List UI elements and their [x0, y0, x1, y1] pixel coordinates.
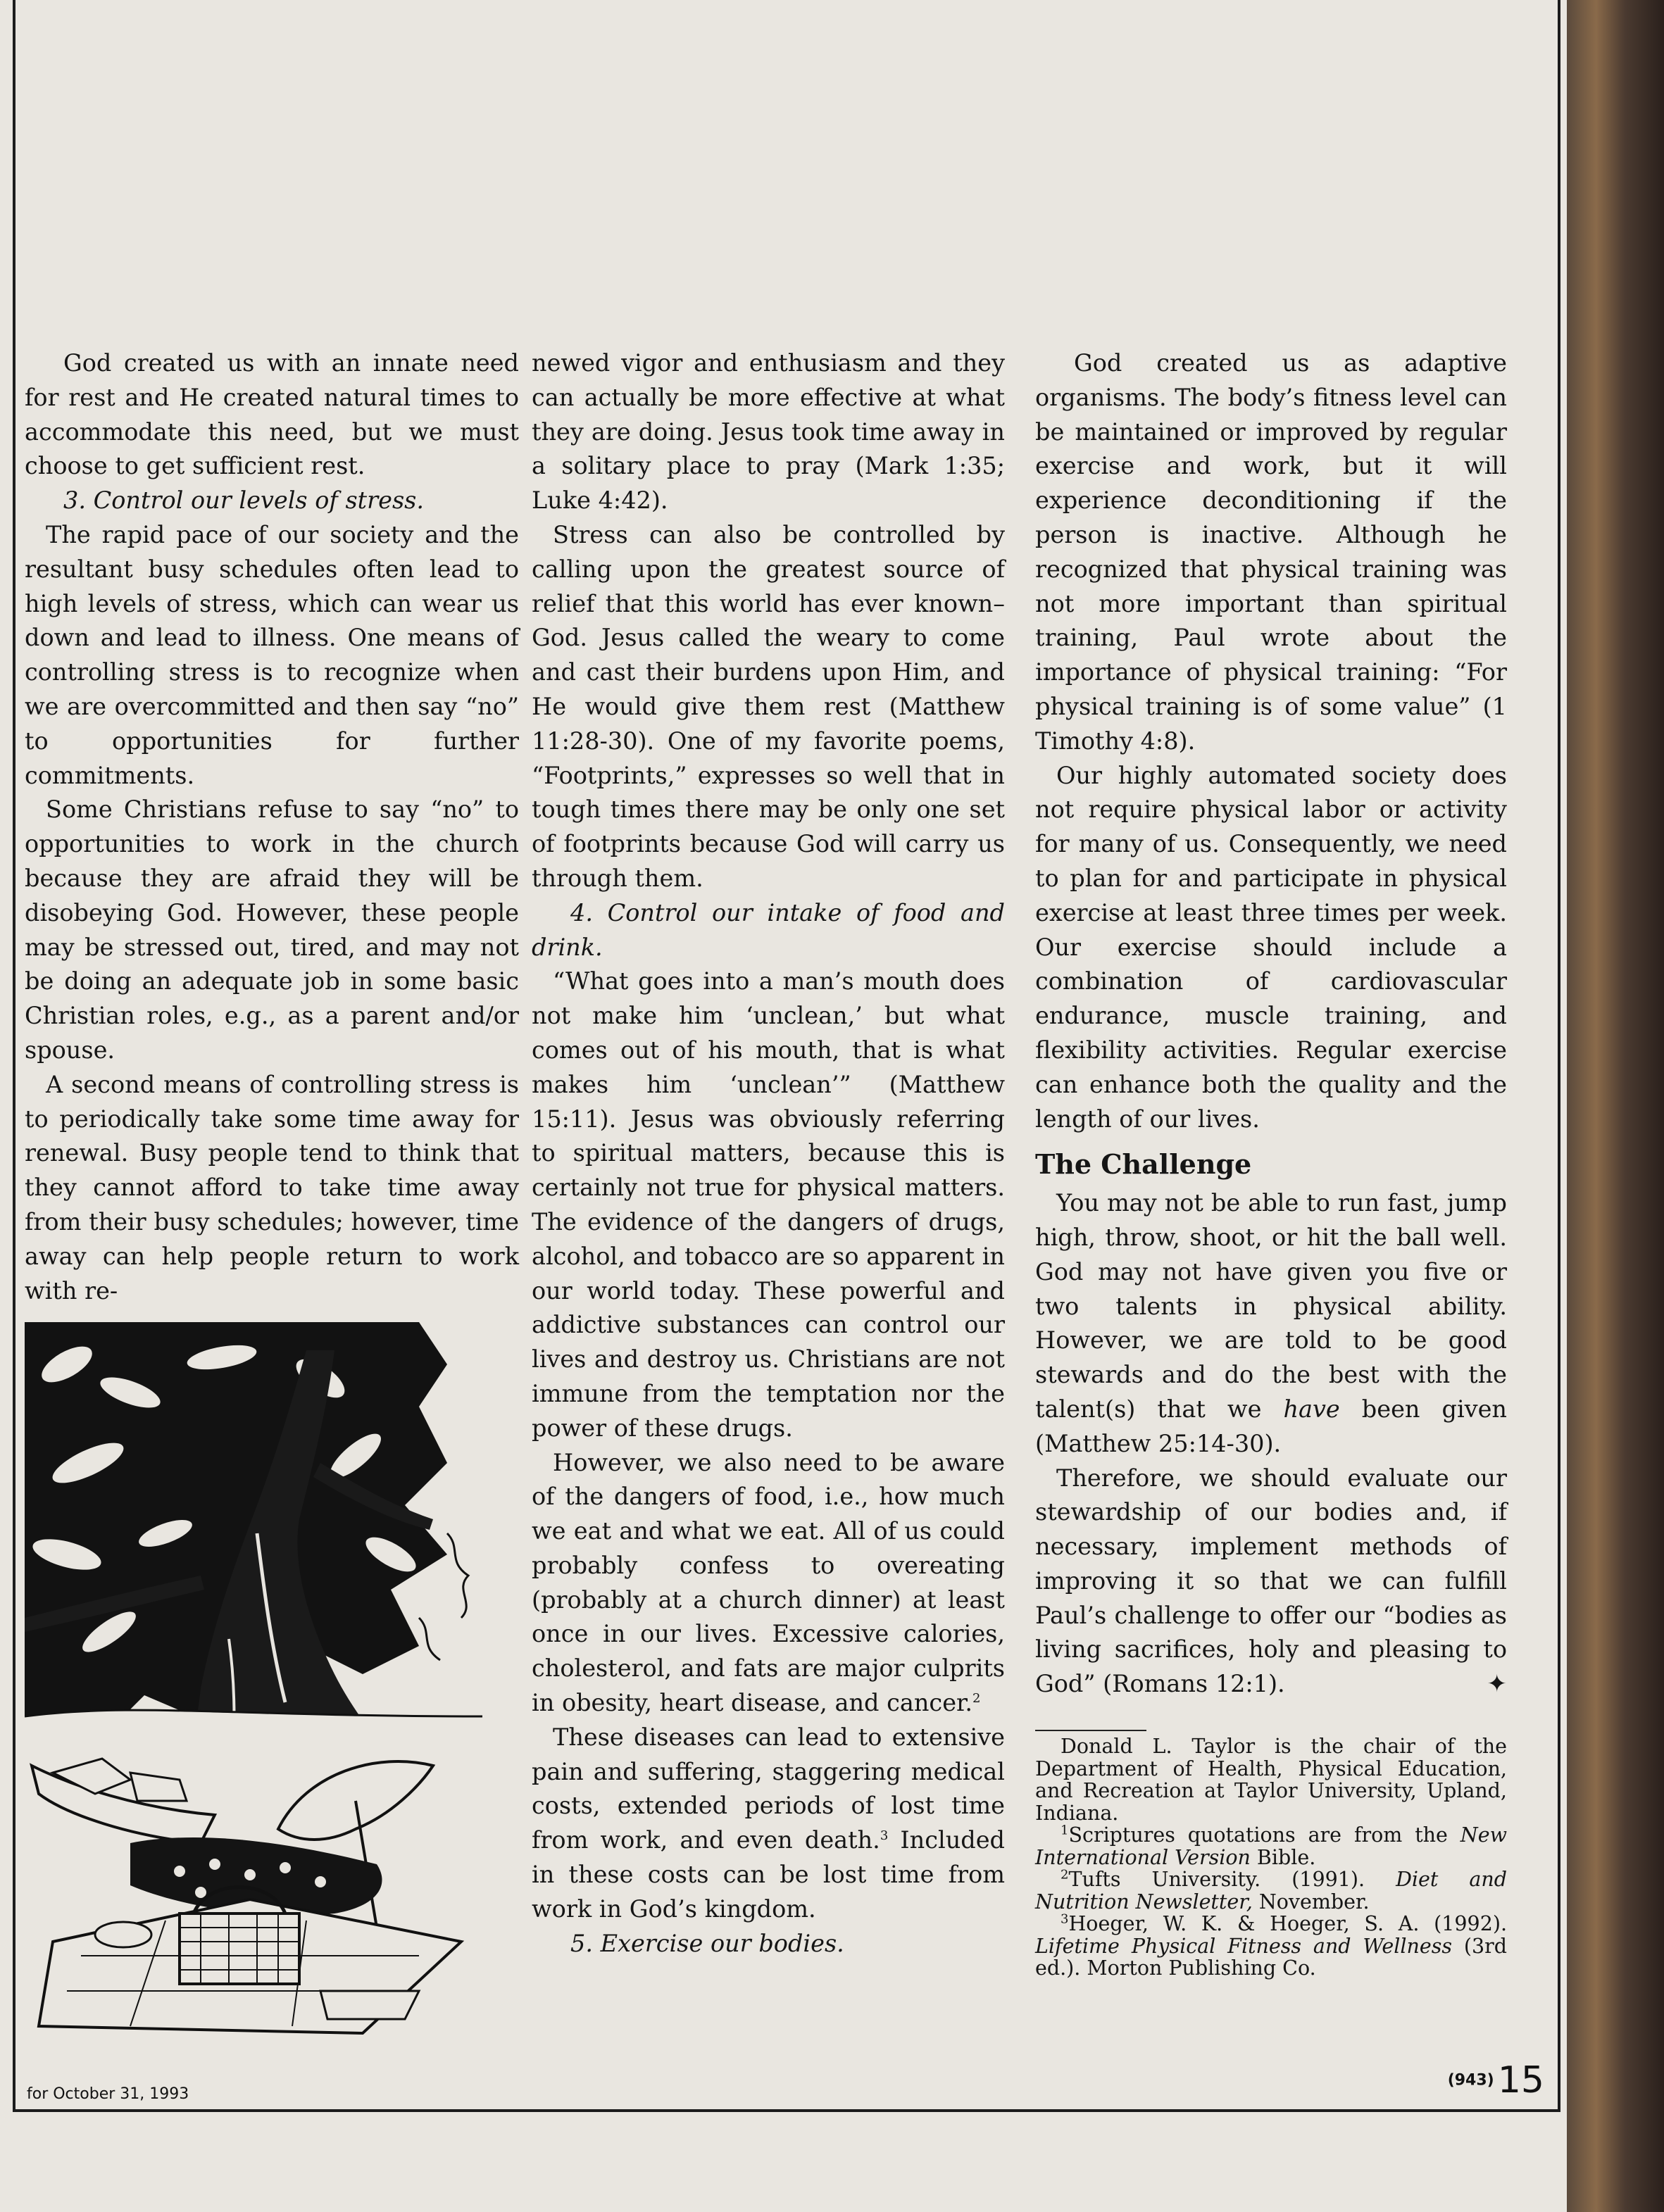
- subheading-exercise: 5. Exercise our bodies.: [570, 1929, 844, 1957]
- subheading-stress: 3. Control our levels of stress.: [63, 486, 424, 515]
- footnote-ref: 3: [880, 1828, 889, 1844]
- paragraph: newed vigor and enthusiasm and they can actually be more effective at what they are doing. Jesus took time away in a solitary place to pray (Mark 1:35; Luke 4:42).: [532, 349, 1005, 515]
- paragraph: A second means of controlling stress is to periodically take some time away for renewal. Busy people tend to think that they cannot afford to take time away from their busy schedules; however, time away can help people return to work with re-: [25, 1070, 519, 1305]
- footnote-ref: 2: [972, 1690, 981, 1706]
- adjacent-page-edge: [1567, 0, 1664, 2212]
- footnote-title: Diet and Nutrition Newsletter,: [1035, 1868, 1508, 1913]
- page-number: 15: [1497, 2059, 1544, 2101]
- subheading-food: 4. Control our intake of food and drink.: [532, 898, 1005, 961]
- paragraph: [532, 1721, 1005, 1927]
- paragraph-text: Therefore, we should evaluate our stewardship of our bodies and, if necessary, implement methods of improving it so that we can fulfill Paul’s challenge to offer our “bodies as living sacrifices, holy and pleasing to God” (Romans 12:1).: [1035, 1464, 1507, 1698]
- footnote: [1035, 1824, 1507, 1868]
- paragraph: God created us as adaptive organisms. The body’s fitness level can be maintained or improved by regular exercise and work, but it will experience deconditioning if the person is inactive. Although he recognized that physical training was not more important than spiritual training, Paul wrote about the importance of physical training: “For physical training is of some value” (1 Timothy 4:8).: [1035, 349, 1507, 755]
- author-bio: Donald L. Taylor is the chair of the Department of Health, Physical Education, and Recreation at Taylor University, Upland, Indiana.: [1035, 1735, 1507, 1825]
- section-heading: The Challenge: [1035, 1148, 1252, 1181]
- paragraph-text: You may not be able to run fast, jump high, throw, shoot, or hit the ball well. God may not have given you five or two talents in physical ability. However, we are told to be good stewards and do the best with the talent(s) that we: [1035, 1189, 1507, 1423]
- paragraph-text: been given (Matthew 25:14-30).: [1035, 1395, 1508, 1457]
- footnote-text: November.: [1252, 1890, 1370, 1913]
- paragraph: Our highly automated society does not require physical labor or activity for many of us. Consequently, we need to plan for and participate in physical exercise at least three times per week. Our exercise should include a combination of cardiovascular endurance, muscle training, and flexibility activities. Regular exercise can enhance both the quality and the length of our lives.: [1035, 761, 1507, 1133]
- column-1: [25, 346, 519, 1308]
- footnote-number: 1: [1061, 1823, 1069, 1838]
- footnote-title: Lifetime Physical Fitness and Wellness: [1035, 1934, 1452, 1958]
- paragraph-text: Included in these costs can be lost time from work in God’s kingdom.: [532, 1826, 1005, 1923]
- footnote-number: 3: [1061, 1911, 1069, 1927]
- footnote-text: Scriptures quotations are from the: [1068, 1823, 1460, 1847]
- page-number-block: [1448, 2059, 1544, 2101]
- paragraph: Some Christians refuse to say “no” to opportunities to work in the church because they are afraid they will be disobeying God. However, these people may be stressed out, tired, and may not be doing an adequate job in some basic Christian roles, e.g., as a parent and/or spouse.: [25, 796, 519, 1064]
- emphasis: have: [1283, 1395, 1340, 1423]
- footnote-text: Hoeger, W. K. & Hoeger, S. A. (1992).: [1068, 1912, 1507, 1936]
- paragraph: [1035, 1186, 1507, 1461]
- footnote-number: 2: [1061, 1867, 1069, 1883]
- paragraph-text: These diseases can lead to extensive pain and suffering, staggering medical costs, extended periods of lost time from work, and even death.: [532, 1723, 1005, 1854]
- paragraph: [1035, 1462, 1507, 1702]
- footnote-divider: [1035, 1730, 1146, 1731]
- footnote: [1035, 1913, 1507, 1980]
- end-mark-icon: ✦: [1487, 1670, 1507, 1699]
- footnote-text: (3rd ed.). Morton Publishing Co.: [1035, 1934, 1507, 1980]
- paragraph: “What goes into a man’s mouth does not make him ‘unclean,’ but what comes out of his mouth, that is what makes him ‘unclean’” (Matthew 15:11). Jesus was obviously referring to spiritual matters, because this is certainly not true for physical matters. The evidence of the dangers of drugs, alcohol, and tobacco are so apparent in our world today. These powerful and addictive substances can control our lives and destroy us. Christians are not immune from the temptation nor the power of these drugs.: [532, 967, 1005, 1442]
- issue-date: for October 31, 1993: [27, 2085, 189, 2103]
- paragraph: God created us with an innate need for rest and He created natural times to accommodate this need, but we must choose to get sufficient rest.: [25, 349, 519, 480]
- paragraph: [532, 1446, 1005, 1721]
- paragraph: The rapid pace of our society and the resultant busy schedules often lead to high levels of stress, which can wear us down and lead to illness. One means of controlling stress is to recognize when we are overcommitted and then say “no” to opportunities for further commitments.: [25, 520, 519, 789]
- column-3: [1035, 346, 1507, 1980]
- footnote-text: Bible.: [1250, 1845, 1316, 1869]
- paragraph: Stress can also be controlled by calling upon the greatest source of relief that this world has ever known–God. Jesus called the weary to come and cast their burdens upon Him, and He would give them rest (Matthew 11:28-30). One of my favorite poems, “Footprints,” expresses so well that in tough times there may be only one set of footprints because God will carry us through them.: [532, 520, 1005, 892]
- footnotes: [1035, 1730, 1507, 1980]
- footnote: [1035, 1868, 1507, 1913]
- footnote-text: Tufts University. (1991).: [1068, 1868, 1396, 1892]
- column-2: [532, 346, 1005, 1961]
- footnote-title: New International Version: [1035, 1823, 1507, 1869]
- picnic-illustration: [25, 1322, 482, 2047]
- paragraph-text: However, we also need to be aware of the dangers of food, i.e., how much we eat and what we eat. All of us could probably confess to overeating (probably at a church dinner) at least once in our lives. Excessive calories, cholesterol, and fats are major culprits in obesity, heart disease, and cancer.: [532, 1448, 1005, 1717]
- page-code: (943): [1447, 2071, 1494, 2090]
